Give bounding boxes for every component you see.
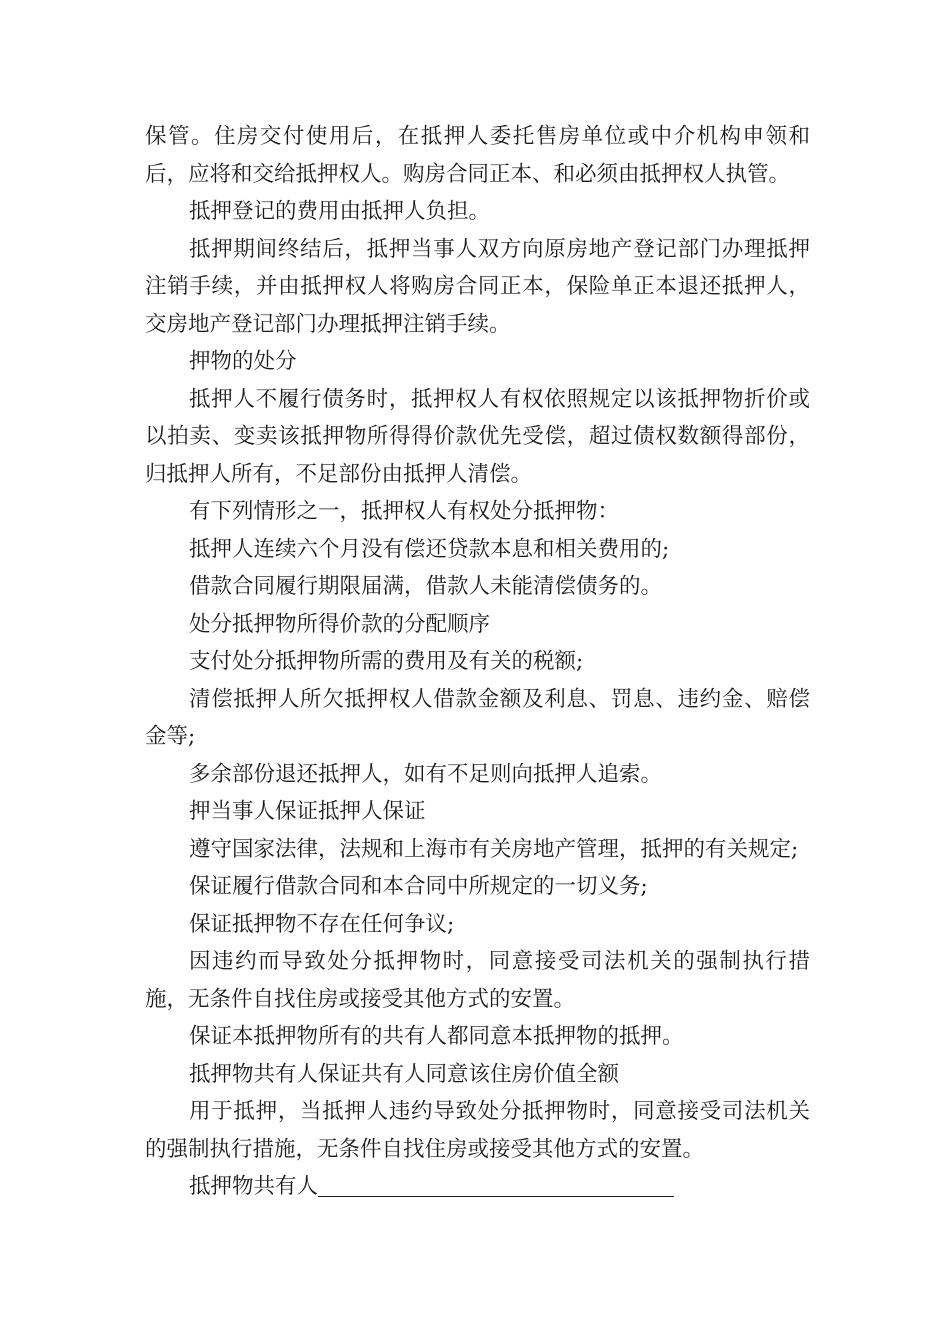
section-heading-disposal: 押物的处分 (189, 349, 297, 374)
list-item-10: 保证本抵押物所有的共有人都同意本抵押物的抵押。 (189, 1024, 684, 1049)
list-item-9: 因违约而导致处分抵押物时，同意接受司法机关的强制执行措施，无条件自找住房或接受其他方式的安置。 (145, 949, 810, 1012)
list-item-6: 遵守国家法律，法规和上海市有关房地产管理，抵押的有关规定; (189, 836, 799, 862)
signature-blank-line[interactable] (318, 1172, 674, 1197)
list-item-3: 支付处分抵押物所需的费用及有关的税额; (189, 649, 584, 674)
list-item-5: 多余部份退还抵押人，如有不足则向抵押人追索。 (189, 761, 663, 787)
list-item-8: 保证抵押物不存在任何争议; (189, 911, 455, 937)
paragraph-5: 抵押人不履行债务时，抵押权人有权依照规定以该抵押物折价或以拍卖、变卖该抵押物所得得价款优先受偿，超过债权数额得部份，归抵押人所有，不足部份由抵押人清偿。 (145, 386, 810, 487)
section-heading-guarantee: 押当事人保证抵押人保证 (189, 799, 426, 824)
list-item-2: 借款合同履行期限届满，借款人未能清偿债务的。 (189, 574, 663, 599)
paragraph-2: 抵押登记的费用由抵押人负担。 (189, 199, 491, 224)
list-item-4: 清偿抵押人所欠抵押权人借款金额及利息、罚息、违约金、赔偿金等; (145, 686, 810, 749)
paragraph-20: 用于抵押，当抵押人违约导致处分抵押物时，同意接受司法机关的强制执行措施，无条件自找住房或接受其他方式的安置。 (145, 1099, 810, 1162)
paragraph-6: 有下列情形之一，抵押权人有权处分抵押物： (189, 499, 620, 524)
document-page (145, 118, 810, 1206)
list-item-1: 抵押人连续六个月没有偿还贷款本息和相关费用的; (189, 536, 670, 562)
paragraph-3: 抵押期间终结后，抵押当事人双方向原房地产登记部门办理抵押注销手续，并由抵押权人将购房合同正本，保险单正本退还抵押人，交房地产登记部门办理抵押注销手续。 (145, 236, 810, 337)
list-item-7: 保证履行借款合同和本合同中所规定的一切义务; (189, 874, 648, 899)
section-heading-co-owner: 抵押物共有人保证共有人同意该住房价值全额 (189, 1061, 620, 1087)
paragraph-1: 保管。住房交付使用后，在抵押人委托售房单位或中介机构申领和后，应将和交给抵押权人。购房合同正本、和必须由抵押权人执管。 (145, 124, 810, 187)
signature-row (145, 1168, 810, 1206)
signature-label: 抵押物共有人 (189, 1174, 319, 1199)
section-heading-distribution: 处分抵押物所得价款的分配顺序 (189, 611, 491, 637)
